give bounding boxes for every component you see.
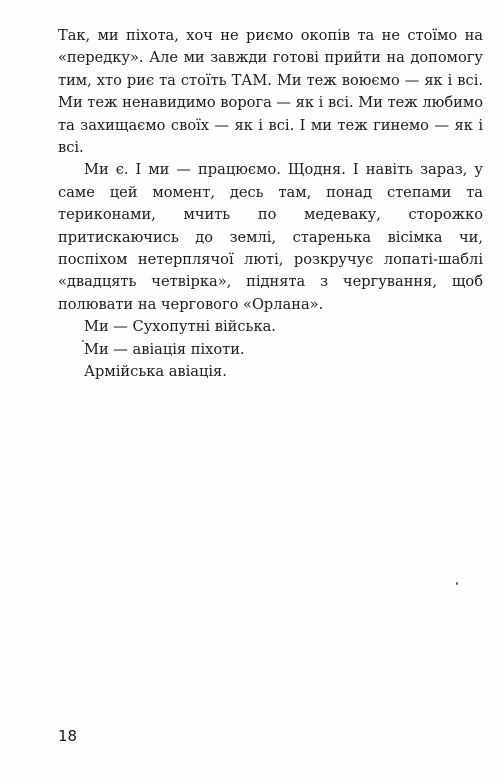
line-ground-forces: Ми — Сухопутні війська. [84, 318, 276, 336]
line-infantry-aviation: Ми — авіація піхоти. [84, 340, 245, 358]
page-number: 18 [58, 727, 78, 745]
paragraph-we-work: Ми є. І ми — працюємо. Щодня. І навіть зараз, у саме цей момент, десь там, понад степами та териконами, мчить по медеваку, сторожко притискаючись до землі, старенька вісімка чи, поспіхом нетерплячої люті, розкручує лопаті-шаблі «двадцять четвірка», піднята з чергування, щоб полювати на чергового «Орлана». [58, 161, 483, 313]
scan-speck [82, 340, 84, 342]
body-text [58, 25, 483, 384]
paragraph-infantry: Так, ми піхота, хоч не риємо окопів та не стоїмо на «передку». Але ми завжди готові прийти на допомогу тим, хто риє та стоїть ТАМ. Ми теж воюємо — як і всі. Ми теж ненавидимо ворога — як і всі. Ми теж любимо та захищаємо своїх — як і всі. І ми теж гинемо — як і всі. [58, 27, 483, 157]
scan-speck [456, 582, 458, 585]
line-army-aviation: Армійська авіація. [84, 363, 227, 381]
